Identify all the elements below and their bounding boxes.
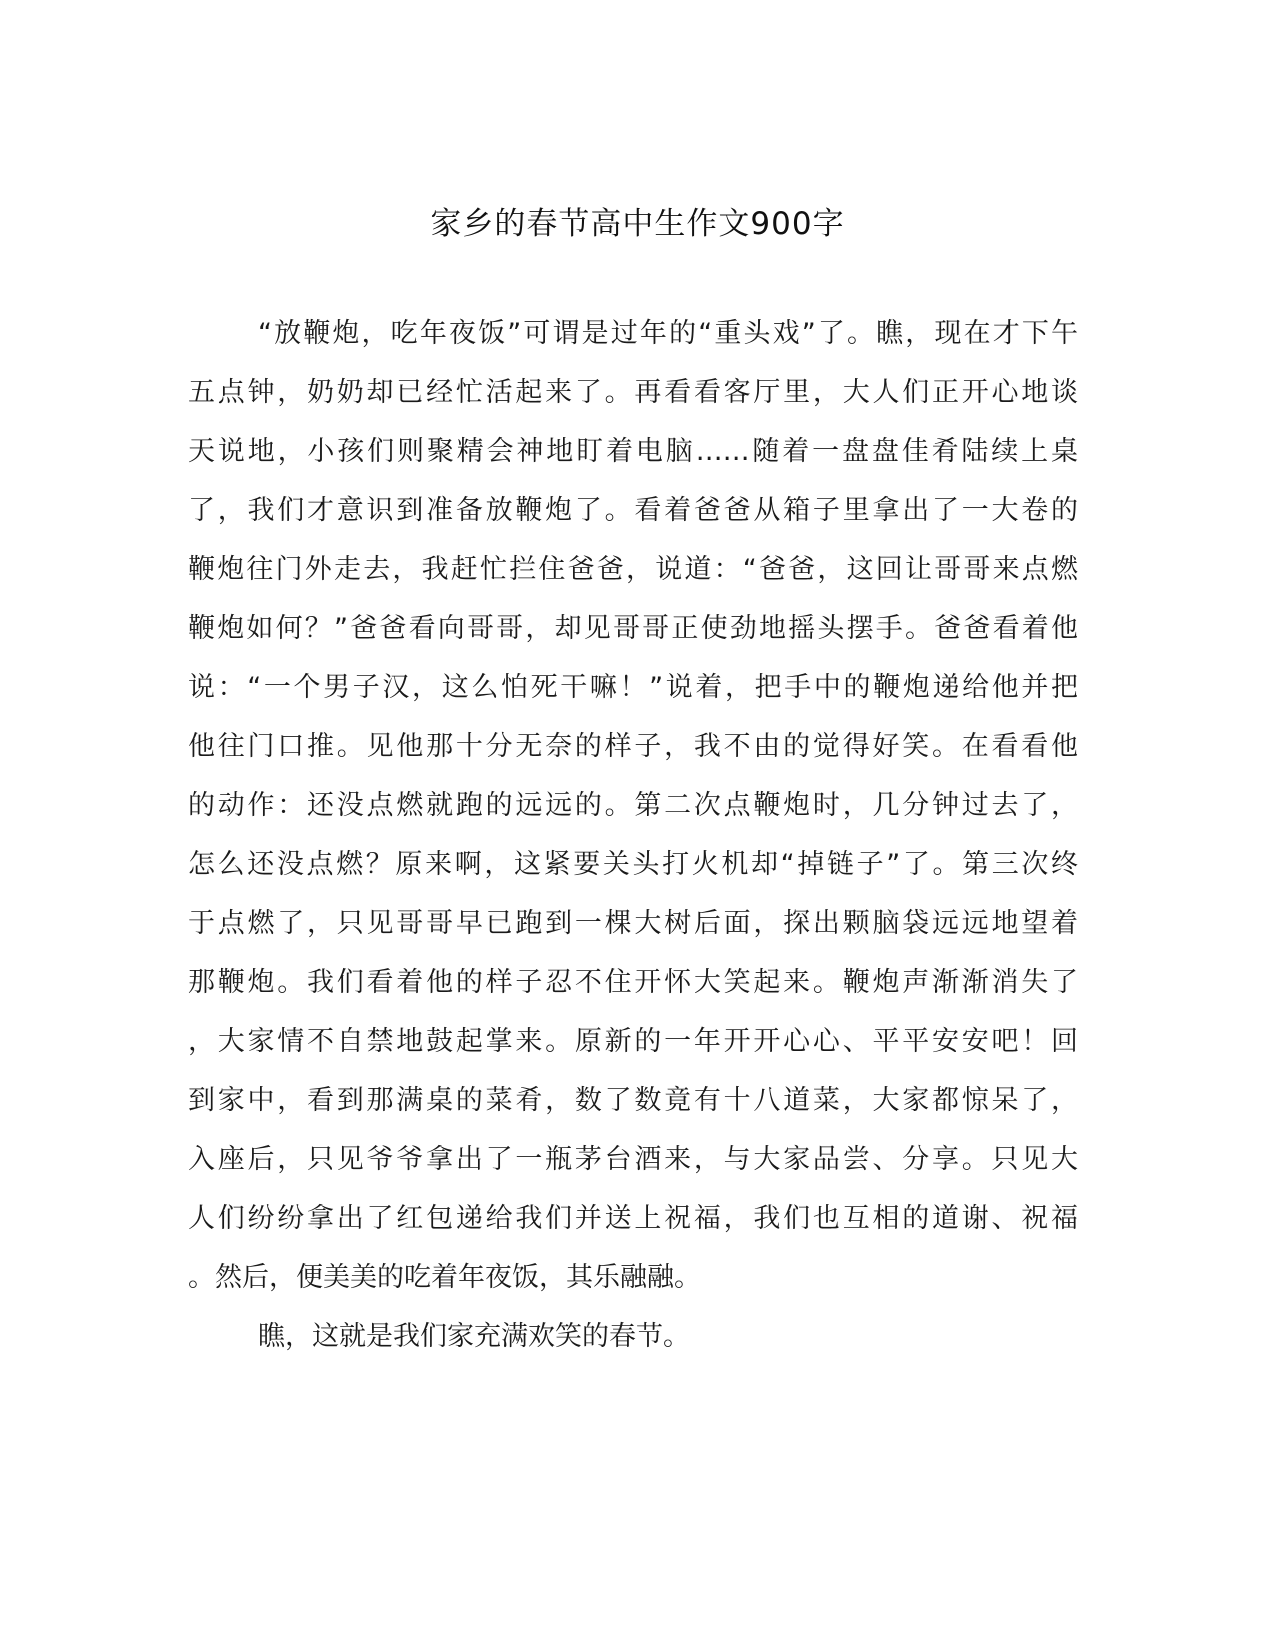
paragraph-line: 他往门口推。见他那十分无奈的样子，我不由的觉得好笑。在看看他 (188, 731, 1078, 762)
paragraph-line: 到家中，看到那满桌的菜肴，数了数竟有十八道菜，大家都惊呆了， (188, 1085, 1078, 1116)
paragraph-line: 入座后，只见爷爷拿出了一瓶茅台酒来，与大家品尝、分享。只见大 (188, 1144, 1078, 1175)
paragraph-line: 五点钟，奶奶却已经忙活起来了。再看看客厅里，大人们正开心地谈 (188, 377, 1078, 408)
paragraph-line: 的动作：还没点燃就跑的远远的。第二次点鞭炮时，几分钟过去了， (188, 790, 1078, 821)
paragraph-line: 怎么还没点燃？原来啊，这紧要关头打火机却“掉链子”了。第三次终 (188, 849, 1078, 880)
document-title: 家乡的春节高中生作文900字 (430, 206, 845, 242)
paragraph-line: 了，我们才意识到准备放鞭炮了。看着爸爸从箱子里拿出了一大卷的 (188, 495, 1078, 526)
paragraph-line: 瞧，这就是我们家充满欢笑的春节。 (258, 1321, 690, 1352)
paragraph-line: 那鞭炮。我们看着他的样子忍不住开怀大笑起来。鞭炮声渐渐消失了 (188, 967, 1078, 998)
paragraph-line: 天说地，小孩们则聚精会神地盯着电脑……随着一盘盘佳肴陆续上桌 (188, 436, 1078, 467)
paragraph-line: ，大家情不自禁地鼓起掌来。原新的一年开开心心、平平安安吧！回 (188, 1026, 1078, 1057)
paragraph-line: 人们纷纷拿出了红包递给我们并送上祝福，我们也互相的道谢、祝福 (188, 1203, 1078, 1234)
paragraph-line: 说：“一个男子汉，这么怕死干嘛！”说着，把手中的鞭炮递给他并把 (188, 672, 1078, 703)
paragraph-line: 鞭炮往门外走去，我赶忙拦住爸爸，说道：“爸爸，这回让哥哥来点燃 (188, 554, 1078, 585)
paragraph-line: 鞭炮如何？”爸爸看向哥哥，却见哥哥正使劲地摇头摆手。爸爸看着他 (188, 613, 1078, 644)
paragraph-line: 。然后，便美美的吃着年夜饭，其乐融融。 (188, 1262, 701, 1293)
paragraph-line: 于点燃了，只见哥哥早已跑到一棵大树后面，探出颗脑袋远远地望着 (188, 908, 1078, 939)
paragraph-line: “放鞭炮，吃年夜饭”可谓是过年的“重头戏”了。瞧，现在才下午 (258, 318, 1078, 349)
